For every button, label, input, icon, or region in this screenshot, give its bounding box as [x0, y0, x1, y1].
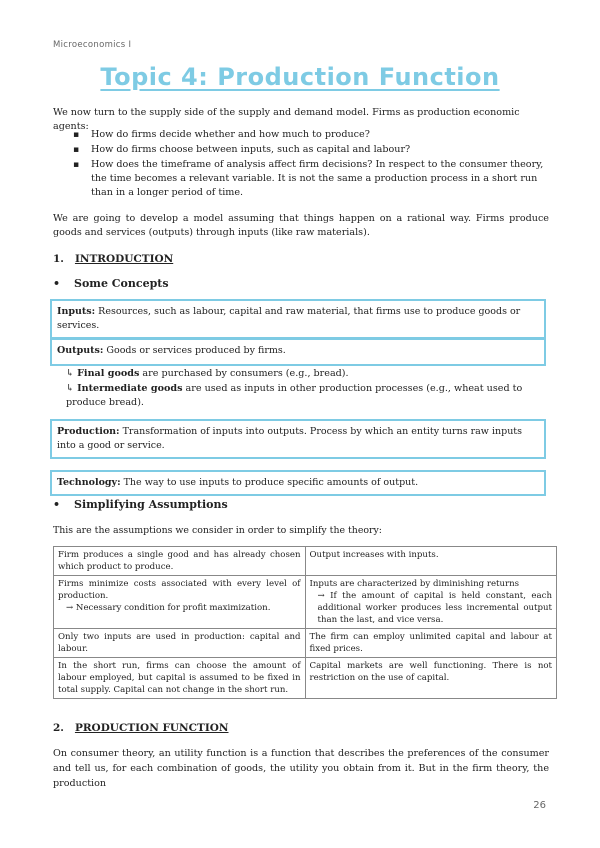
cell-text: Firms minimize costs associated with every level of production. — [58, 579, 301, 601]
subsection-heading-assumptions: • Simplifying Assumptions — [53, 498, 228, 511]
table-row — [54, 629, 557, 658]
table-row — [54, 547, 557, 576]
definition-box-inputs — [50, 299, 546, 339]
question-list — [53, 128, 548, 201]
page-title: Topic 4: Production Function — [100, 63, 500, 91]
table-row — [54, 576, 557, 629]
list-item: ▪ How do firms choose between inputs, such as capital and labour? — [53, 143, 548, 157]
definition-term: Production: — [57, 426, 120, 437]
definition-box-production — [50, 419, 546, 459]
term: Intermediate goods — [77, 383, 183, 394]
definition-text: Resources, such as labour, capital and raw material, that firms use to produce goods or services. — [57, 306, 521, 331]
list-item: ▪ How does the timeframe of analysis affect firm decisions? In respect to the consumer theory, the time becomes a relevant variable. It is not the same a production process in a short run than in a longer period of time. — [53, 158, 548, 200]
assumptions-table — [53, 546, 557, 699]
intro-paragraph: We now turn to the supply side of the supply and demand model. Firms as production economic agents: — [53, 107, 520, 132]
definition-term: Technology: — [57, 477, 121, 488]
table-cell: Only two inputs are used in production: capital and labour. — [54, 629, 306, 658]
page-number: 26 — [533, 800, 546, 811]
table-row — [54, 658, 557, 699]
table-cell — [305, 576, 557, 629]
arrow-icon: ↳ — [66, 368, 75, 379]
definition-box-outputs — [50, 338, 546, 366]
table-cell: In the short run, firms can choose the amount of labour employed, but capital is assumed to be fixed in total supply. Capital can not change in the short run. — [54, 658, 306, 699]
term-text: are purchased by consumers (e.g., bread). — [139, 368, 349, 379]
definition-text: Transformation of inputs into outputs. Process by which an entity turns raw inputs into a good or service. — [57, 426, 523, 451]
definition-box-technology — [50, 470, 546, 496]
arrow-icon: ↳ — [66, 383, 75, 394]
definition-term: Outputs: — [57, 345, 104, 356]
output-type-intermediate — [66, 382, 546, 410]
assumptions-intro: This are the assumptions we consider in order to simplify the theory: — [53, 525, 382, 536]
section-title: PRODUCTION FUNCTION — [74, 722, 229, 734]
term: Final goods — [77, 368, 140, 379]
list-item: ▪ How do firms decide whether and how much to produce? — [53, 128, 548, 142]
definition-text: The way to use inputs to produce specific amounts of output. — [120, 477, 419, 488]
section-heading-production-function — [53, 722, 229, 734]
section-number: 1. — [53, 253, 64, 265]
table-cell: The firm can employ unlimited capital and labour at fixed prices. — [305, 629, 557, 658]
subsection-heading-concepts: • Some Concepts — [53, 277, 169, 290]
table-cell: Capital markets are well functioning. There is not restriction on the use of capital. — [305, 658, 557, 699]
cell-note: → If the amount of capital is held constant, each additional worker produces less incremental output than the last, and vice versa. — [317, 591, 552, 625]
table-cell: Output increases with inputs. — [305, 547, 557, 576]
cell-text: Inputs are characterized by diminishing returns — [309, 579, 520, 589]
running-header: Microeconomics I — [53, 40, 132, 50]
closing-paragraph: On consumer theory, an utility function is a function that describes the preferences of the consumer and tell us, for each combination of goods, the utility you obtain from it. But in the firm theory, the production — [53, 748, 549, 789]
output-type-final — [66, 367, 546, 381]
cell-note: → Necessary condition for profit maximization. — [66, 603, 271, 613]
model-paragraph: We are going to develop a model assuming that things happen on a rational way. Firms produce goods and services (outputs) through inputs (like raw materials). — [53, 213, 549, 238]
term-text: are used as inputs in other production processes (e.g., wheat used to produce bread). — [66, 383, 523, 408]
table-cell: Firm produces a single good and has already chosen which product to produce. — [54, 547, 306, 576]
definition-term: Inputs: — [57, 306, 96, 317]
section-number: 2. — [53, 722, 64, 734]
definition-text: Goods or services produced by firms. — [103, 345, 286, 356]
section-title: INTRODUCTION — [74, 253, 174, 265]
table-cell — [54, 576, 306, 629]
section-heading-introduction — [53, 253, 173, 265]
